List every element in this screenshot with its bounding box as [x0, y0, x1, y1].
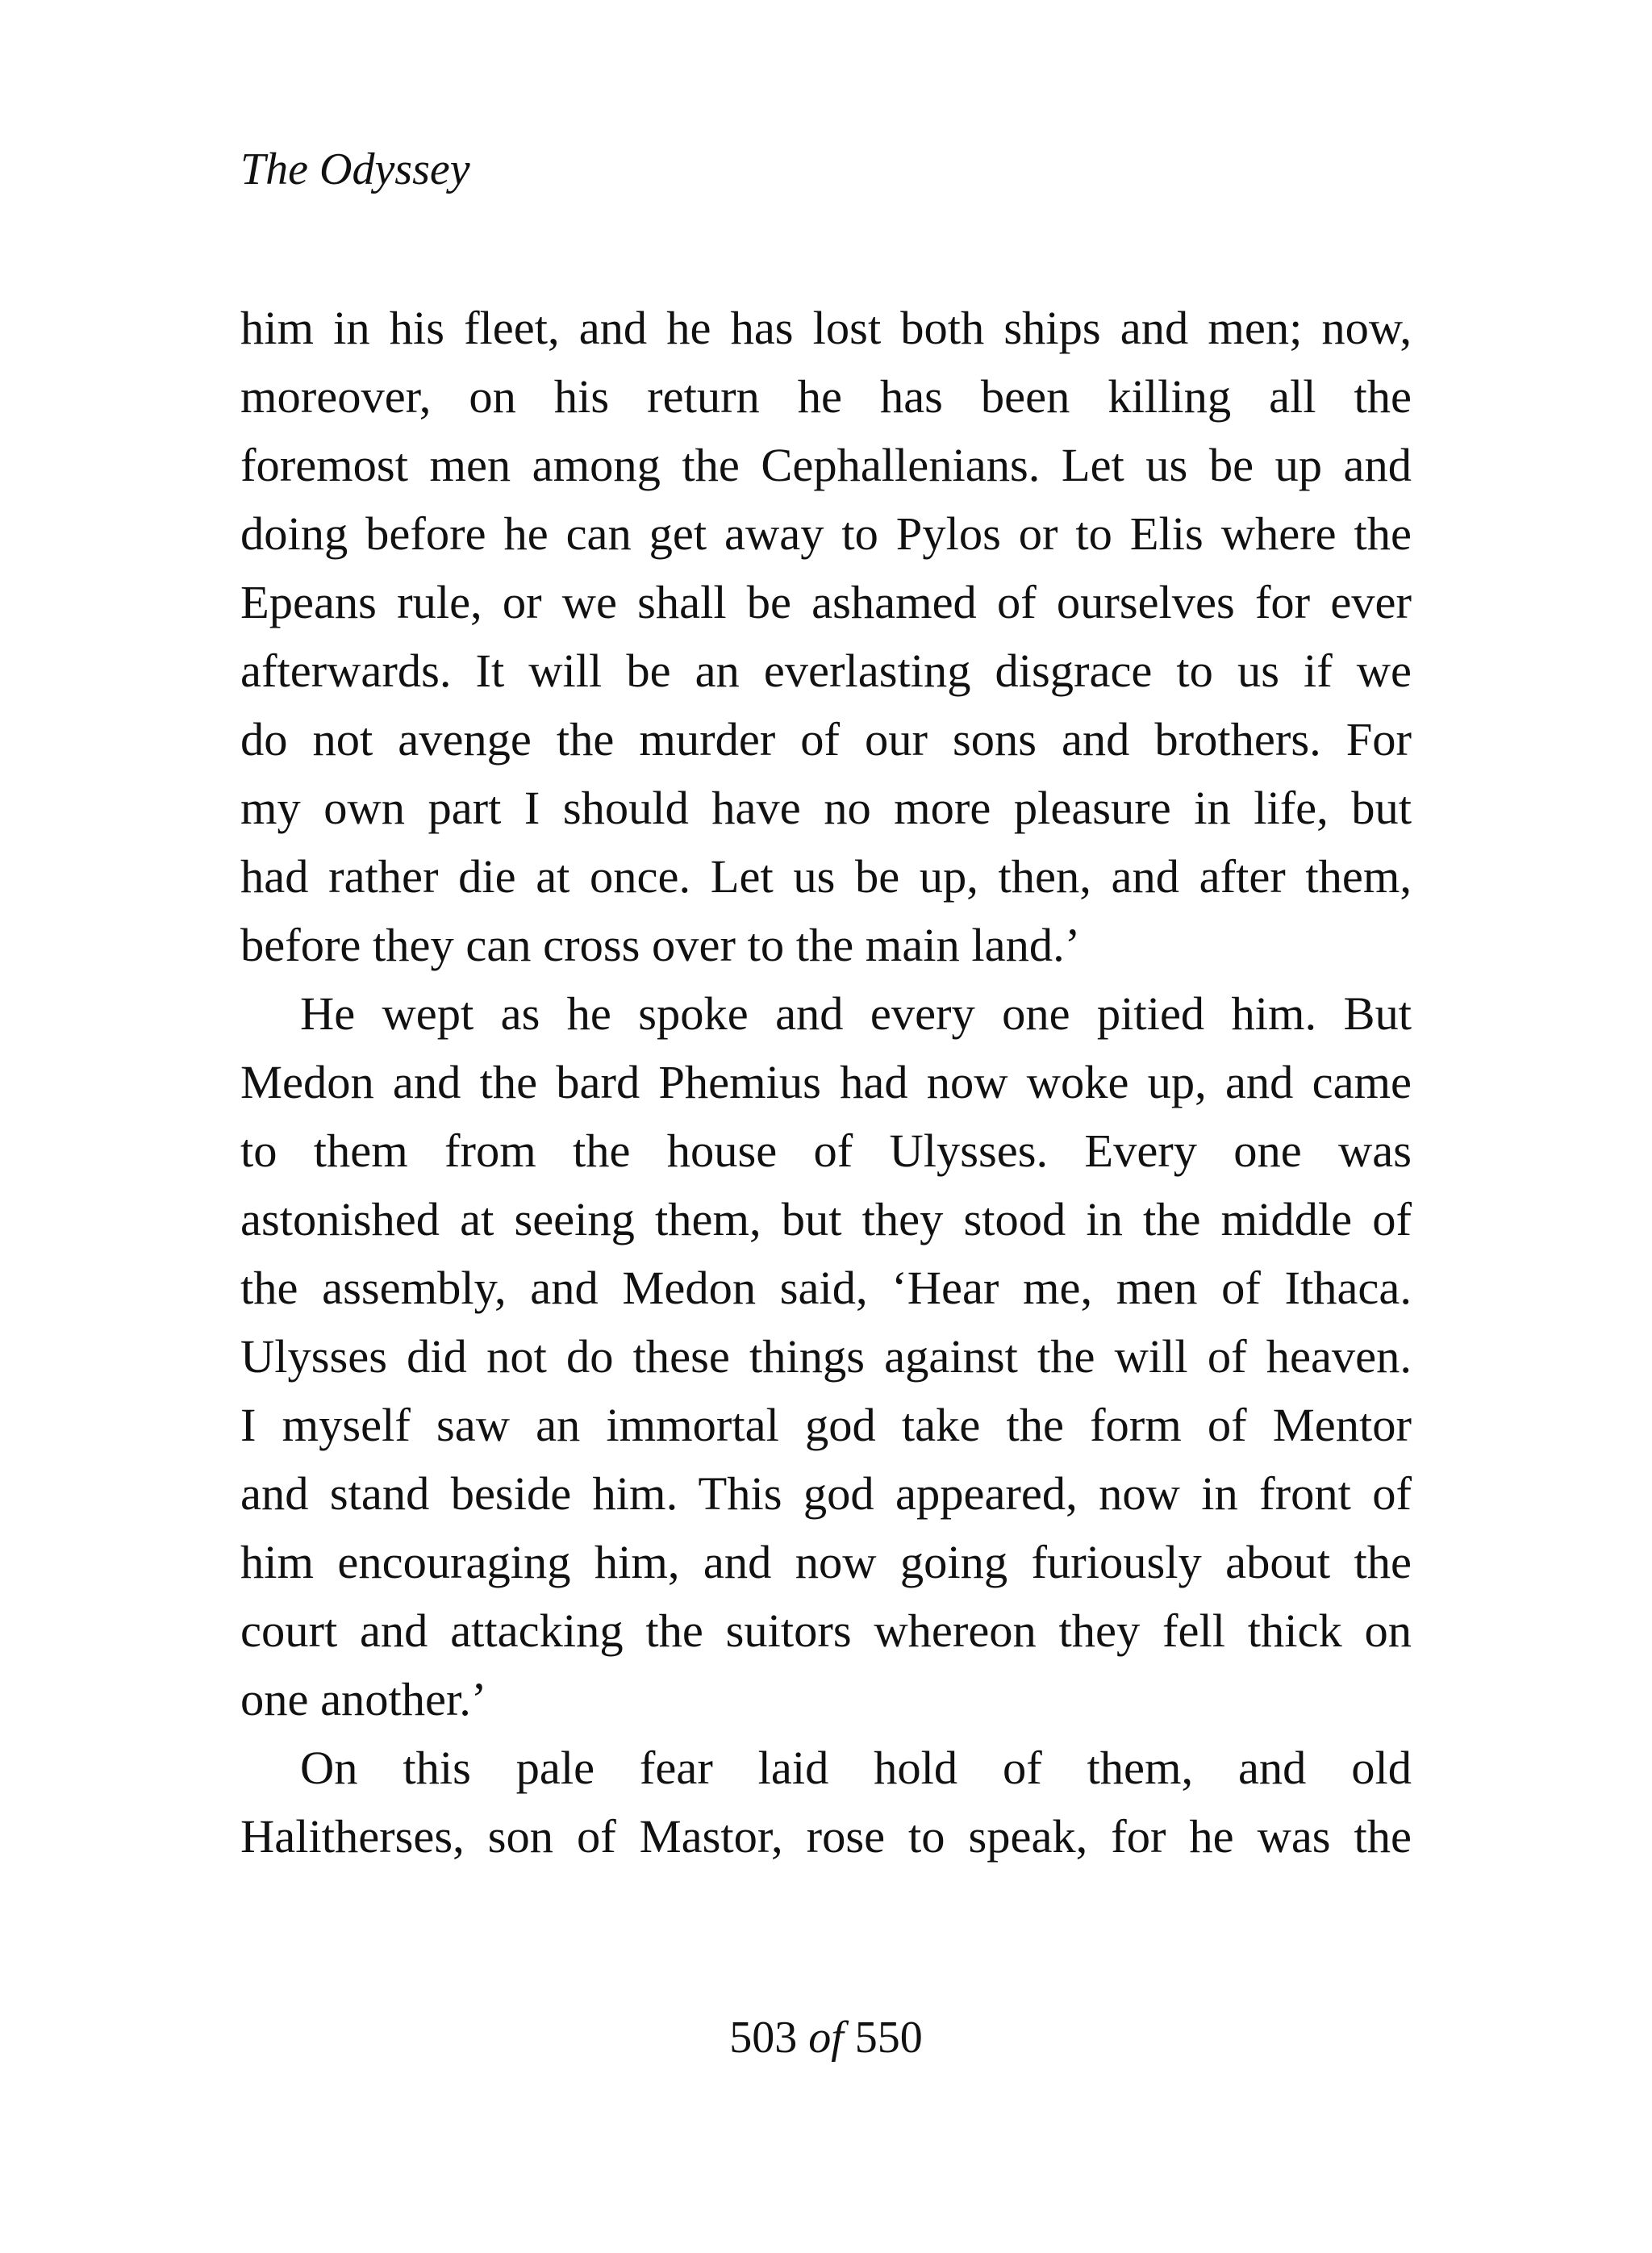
text-line: court and attacking the suitors whereon they fell thick on	[240, 1604, 1412, 1657]
text-line: I myself saw an immortal god take the form of Mentor	[240, 1399, 1412, 1451]
text-line: astonished at seeing them, but they stood in the middle of	[240, 1193, 1412, 1245]
text-line: afterwards. It will be an everlasting disgrace to us if we	[240, 645, 1412, 697]
text-line: before they can cross over to the main land.’	[240, 919, 1081, 971]
page-number	[0, 2009, 1652, 2067]
text-line: Ulysses did not do these things against the will of heaven.	[240, 1330, 1412, 1383]
page-number-of: of	[808, 2013, 844, 2063]
text-line: moreover, on his return he has been killing all the	[240, 370, 1412, 423]
text-line: Halitherses, son of Mastor, rose to speak, for he was the	[240, 1810, 1412, 1863]
text-line: him in his fleet, and he has lost both ships and men; now,	[240, 302, 1412, 354]
text-line: foremost men among the Cephallenians. Let us be up and	[240, 439, 1412, 491]
text-line: Epeans rule, or we shall be ashamed of ourselves for ever	[240, 576, 1412, 628]
body-text	[240, 294, 1412, 1871]
text-line: On this pale fear laid hold of them, and old	[300, 1742, 1412, 1794]
text-line: He wept as he spoke and every one pitied him. But	[300, 987, 1412, 1040]
running-title: The Odyssey	[240, 144, 470, 194]
text-line: one another.’	[240, 1673, 487, 1725]
text-line: Medon and the bard Phemius had now woke up, and came	[240, 1056, 1412, 1108]
text-line: my own part I should have no more pleasure in life, but	[240, 782, 1412, 834]
text-line: the assembly, and Medon said, ‘Hear me, men of Ithaca.	[240, 1262, 1412, 1314]
text-line: do not avenge the murder of our sons and brothers. For	[240, 713, 1412, 766]
text-line: had rather die at once. Let us be up, then, and after them,	[240, 850, 1412, 903]
text-line: to them from the house of Ulysses. Every one was	[240, 1124, 1412, 1177]
text-line: and stand beside him. This god appeared, now in front of	[240, 1467, 1412, 1520]
text-line: him encouraging him, and now going furiously about the	[240, 1536, 1412, 1588]
total-page-count: 550	[854, 2013, 923, 2063]
current-page-number: 503	[729, 2013, 798, 2063]
text-line: doing before he can get away to Pylos or to Elis where the	[240, 507, 1412, 560]
